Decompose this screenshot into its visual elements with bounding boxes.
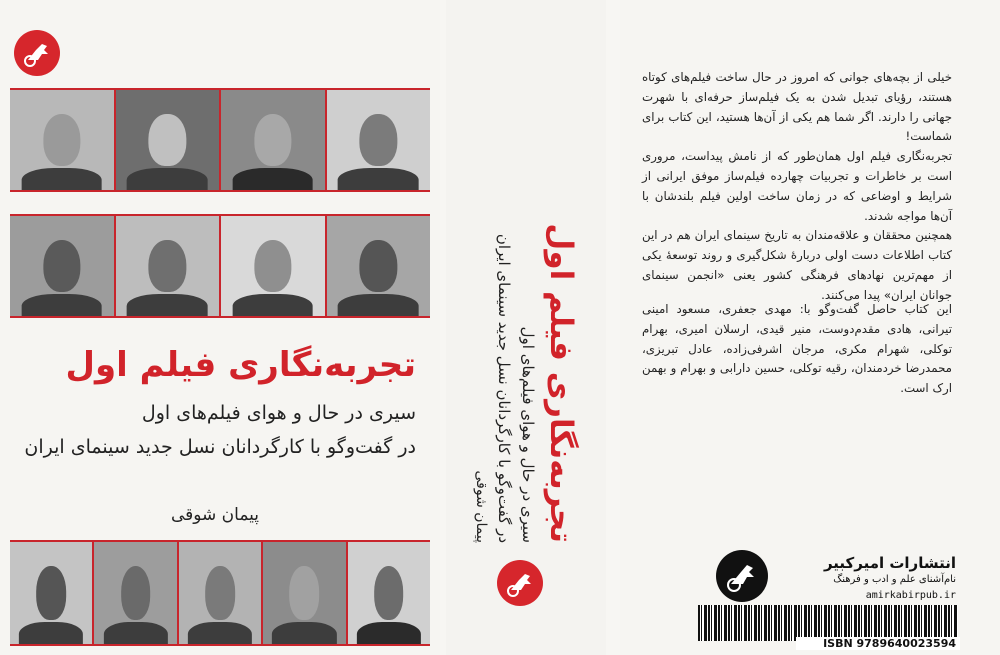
publisher-website: amirkabirpub.ir <box>865 590 956 601</box>
spine-subtitle-line-2: در گفت‌وگو با کارگردانان نسل جدید سینمای ایران <box>495 233 513 543</box>
blurb-paragraph: خیلی از بچه‌های جوانی که امروز در حال ساخت فیلم‌های کوتاه هستند، رؤیای تبدیل شدن به یک فیلم‌ساز حرفه‌ای با شهرت جهانی را دارند. اگر شما هم یکی از آن‌ها هستید، این کتاب برای شماست! <box>642 70 952 144</box>
portrait-photo <box>327 90 431 190</box>
portrait-photo <box>10 90 116 190</box>
blurb-paragraph: همچنین محققان و علاقه‌مندان به تاریخ سینمای ایران هم در این کتاب اطلاعات دست اولی دربارهٔ شکل‌گیری و روند توسعهٔ یکی از مهم‌ترین نهادهای فرهنگی کشور یعنی «انجمن سینمای جوانان ایران» پیدا می‌کنند. <box>642 228 952 302</box>
author-name: پیمان شوقی <box>170 505 260 525</box>
portrait-photo <box>116 216 222 316</box>
spine-author: پیمان شوقی <box>473 470 489 543</box>
spine-subtitle-line-1: سیری در حال و هوای فیلم‌های اول <box>519 326 537 543</box>
isbn-barcode <box>698 605 958 641</box>
portrait-photo <box>94 542 178 644</box>
front-cover <box>0 0 440 655</box>
portrait-photo <box>263 542 347 644</box>
publisher-name: انتشارات امیرکبیر <box>823 554 956 572</box>
contributors-list: این کتاب حاصل گفت‌وگو با: مهدی جعفری، مسعود امینی تیرانی، هادی مقدم‌دوست، منیر قیدی، ارسلان امیری، بهرام توکلی، شهرام مکری، مرجان اشرفی‌زاده، عادل تبریزی، محمدرضا خردمندان، رقیه توکلی، حسین دارابی و بهرام و بهمن ارک است. <box>642 302 952 396</box>
back-blurb <box>642 68 952 306</box>
author-photos-row-2 <box>10 214 430 318</box>
isbn-number: ISBN 9789640023594 <box>796 637 960 650</box>
author-photos-row-1 <box>10 88 430 192</box>
portrait-photo <box>221 90 327 190</box>
spine-title: تجربه‌نگاری فیلم اول <box>543 223 579 543</box>
horse-chariot-icon <box>497 560 543 606</box>
spine-text-block <box>473 143 579 543</box>
portrait-photo <box>10 542 94 644</box>
blurb-paragraph: تجربه‌نگاری فیلم اول همان‌طور که از نامش پیداست، مروری است بر خاطرات و تجربیات چهارده فیلم‌ساز موفق ایرانی از شرایط و اوضاعی که در زمان ساخت اولین فیلم بلندشان با آن‌ها مواجه شدند. <box>642 149 952 223</box>
author-photos-row-3 <box>10 540 430 646</box>
back-cover <box>620 0 1000 655</box>
horse-chariot-icon <box>14 30 60 76</box>
portrait-photo <box>10 216 116 316</box>
portrait-photo <box>116 90 222 190</box>
book-subtitle-line-2: در گفت‌وگو با کارگردانان نسل جدید سینمای ایران <box>24 436 416 458</box>
book-subtitle-line-1: سیری در حال و هوای فیلم‌های اول <box>141 402 416 424</box>
portrait-photo <box>348 542 430 644</box>
portrait-photo <box>221 216 327 316</box>
book-spine <box>446 0 606 655</box>
book-title: تجربه‌نگاری فیلم اول <box>65 345 416 385</box>
portrait-photo <box>179 542 263 644</box>
publisher-logo-icon <box>716 550 768 602</box>
portrait-photo <box>327 216 431 316</box>
publisher-tagline: نام‌آشنای علم و ادب و فرهنگ <box>833 574 956 585</box>
